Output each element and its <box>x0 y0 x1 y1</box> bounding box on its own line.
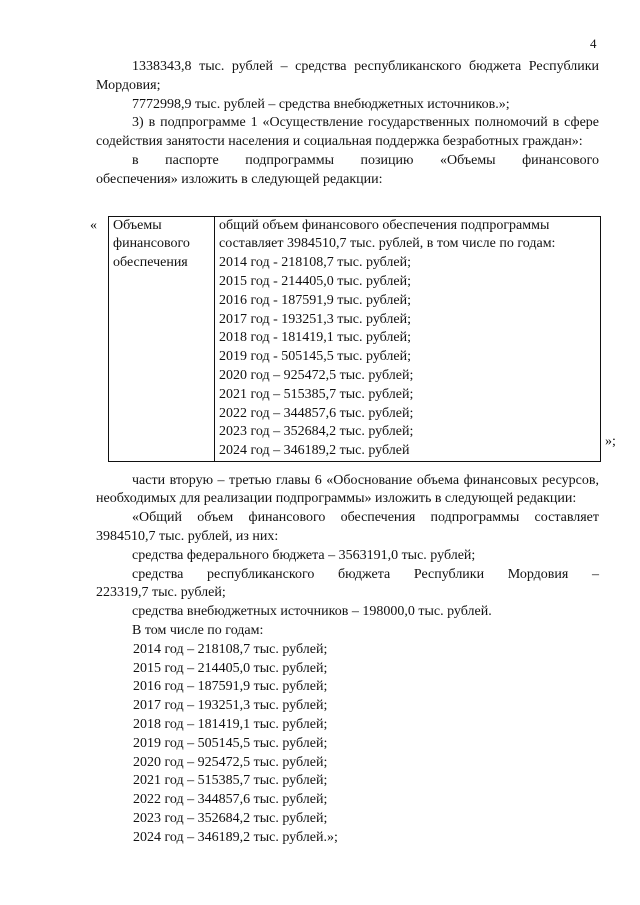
chapter6-total: «Общий объем финансового обеспечения подпрограммы составляет 3984510,7 тыс. рублей, из них: <box>96 510 599 544</box>
extrabudget-paragraph: 7772998,9 тыс. рублей – средства внебюджетных источников.»; <box>132 96 510 112</box>
year-line: 2023 год – 352684,2 тыс. рублей; <box>219 424 414 440</box>
passport-label: Объемы финансового обеспечения <box>113 217 190 271</box>
passport-table <box>108 216 601 462</box>
year-line: 2014 год - 218108,7 тыс. рублей; <box>219 255 412 271</box>
federal-budget-line: средства федерального бюджета – 3563191,0 тыс. рублей; <box>132 547 476 563</box>
year-line: 2016 год – 187591,9 тыс. рублей; <box>133 679 328 695</box>
year-line: 2016 год - 187591,9 тыс. рублей; <box>219 292 412 308</box>
republic-budget-paragraph: 1338343,8 тыс. рублей – средства республиканского бюджета Республики Мордовия; <box>96 59 599 93</box>
chapter6-year-list <box>96 641 599 848</box>
item3-paragraph: 3) в подпрограмме 1 «Осуществление государственных полномочий в сфере содействия занятости населения и социальная поддержка безработных граждан»: <box>96 115 599 150</box>
passport-label-cell <box>109 216 215 461</box>
passport-table-block <box>90 216 616 459</box>
by-years-heading: В том числе по годам: <box>132 622 264 638</box>
chapter6-intro: части вторую – третью главы 6 «Обоснование объема финансовых ресурсов, необходимых для реализации подпрограммы» изложить в следующей редакции: <box>96 472 599 507</box>
passport-total: общий объем финансового обеспечения подпрограммы составляет 3984510,7 тыс. рублей, в том числе по годам: <box>219 217 556 252</box>
year-line: 2024 год – 346189,2 тыс. рублей.»; <box>133 829 338 845</box>
year-line: 2024 год – 346189,2 тыс. рублей <box>219 443 410 459</box>
passport-value-cell <box>215 216 601 461</box>
document-body <box>90 58 616 848</box>
republic-budget-line2: 223319,7 тыс. рублей; <box>96 585 226 601</box>
year-line: 2015 год - 214405,0 тыс. рублей; <box>219 273 412 289</box>
year-line: 2019 год – 505145,5 тыс. рублей; <box>133 735 328 751</box>
year-line: 2022 год – 344857,6 тыс. рублей; <box>133 792 328 808</box>
republic-budget-line1: средства республиканского бюджета Республики Мордовия – <box>132 566 599 582</box>
year-line: 2014 год – 218108,7 тыс. рублей; <box>133 641 328 657</box>
year-line: 2019 год - 505145,5 тыс. рублей; <box>219 349 412 365</box>
table-row <box>109 216 601 461</box>
year-line: 2015 год – 214405,0 тыс. рублей; <box>133 660 328 676</box>
extrabudget-line: средства внебюджетных источников – 198000,0 тыс. рублей. <box>132 604 492 620</box>
year-line: 2018 год – 181419,1 тыс. рублей; <box>133 716 328 732</box>
passport-intro-line2: обеспечения» изложить в следующей редакции: <box>96 171 383 187</box>
year-line: 2021 год – 515385,7 тыс. рублей; <box>133 773 328 789</box>
passport-intro-line1: в паспорте подпрограммы позицию «Объемы финансового <box>132 152 599 168</box>
open-quote: « <box>90 217 97 233</box>
page-number: 4 <box>590 36 597 51</box>
close-quote: »; <box>605 433 616 449</box>
year-line: 2021 год – 515385,7 тыс. рублей; <box>219 386 414 402</box>
year-line: 2020 год – 925472,5 тыс. рублей; <box>219 367 414 383</box>
year-line: 2017 год – 193251,3 тыс. рублей; <box>133 698 328 714</box>
year-line: 2018 год - 181419,1 тыс. рублей; <box>219 330 412 346</box>
year-line: 2022 год – 344857,6 тыс. рублей; <box>219 405 414 421</box>
year-line: 2017 год - 193251,3 тыс. рублей; <box>219 311 412 327</box>
year-line: 2023 год – 352684,2 тыс. рублей; <box>133 810 328 826</box>
year-line: 2020 год – 925472,5 тыс. рублей; <box>133 754 328 770</box>
